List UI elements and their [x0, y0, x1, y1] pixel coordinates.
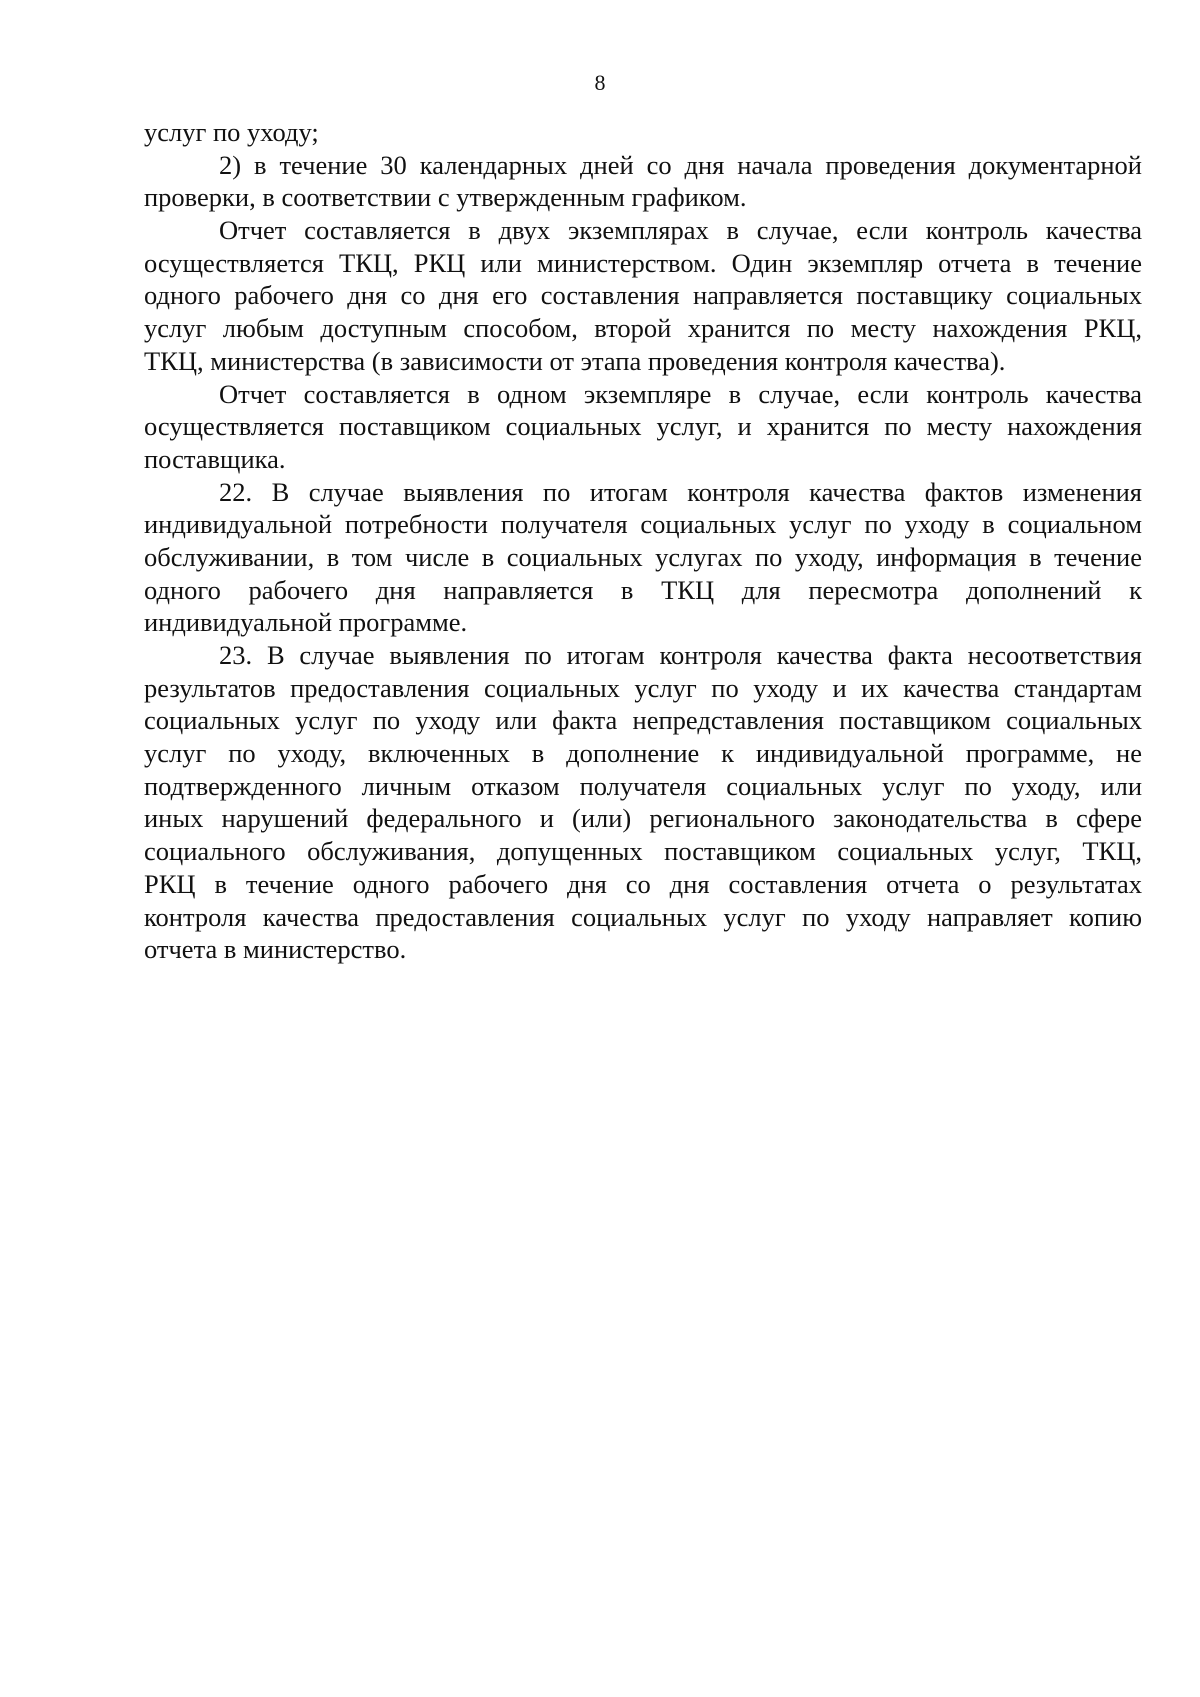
text-line: одного рабочего дня со дня его составления направляется поставщику социальных: [144, 280, 1142, 311]
text-line: социального обслуживания, допущенных поставщиком социальных услуг, ТКЦ,: [144, 836, 1142, 867]
text-line: осуществляется поставщиком социальных услуг, и хранится по месту нахождения: [144, 411, 1142, 442]
text-line: услуг любым доступным способом, второй хранится по месту нахождения РКЦ,: [144, 313, 1142, 344]
text-line: контроля качества предоставления социальных услуг по уходу направляет копию: [144, 901, 1142, 932]
text-line: обслуживании, в том числе в социальных услугах по уходу, информация в течение: [144, 541, 1142, 572]
text-line: подтвержденного личным отказом получателя социальных услуг по уходу, или: [144, 770, 1142, 801]
text-line: поставщика.: [144, 443, 286, 474]
page-number: 8: [594, 70, 606, 95]
text-line: 2) в течение 30 календарных дней со дня начала проведения документарной: [219, 149, 1142, 180]
text-line: иных нарушений федерального и (или) регионального законодательства в сфере: [144, 803, 1142, 834]
text-line: 23. В случае выявления по итогам контроля качества факта несоответствия: [219, 640, 1142, 670]
text-line: результатов предоставления социальных услуг по уходу и их качества стандартам: [144, 672, 1142, 703]
text-line: индивидуальной потребности получателя социальных услуг по уходу в социальном: [144, 509, 1142, 540]
text-line: Отчет составляется в двух экземплярах в случае, если контроль качества: [219, 215, 1142, 246]
text-line: 22. В случае выявления по итогам контроля качества фактов изменения: [219, 476, 1142, 507]
text-line: ТКЦ, министерства (в зависимости от этапа проведения контроля качества).: [144, 345, 1006, 376]
text-line: услуг по уходу, включенных в дополнение к индивидуальной программе, не: [144, 738, 1142, 769]
document-body: [144, 116, 1142, 966]
text-line: проверки, в соответствии с утвержденным графиком.: [144, 182, 747, 213]
text-line: услуг по уходу;: [144, 117, 319, 147]
text-line: Отчет составляется в одном экземпляре в случае, если контроль качества: [219, 378, 1142, 409]
text-line: социальных услуг по уходу или факта непредставления поставщиком социальных: [144, 705, 1142, 736]
text-line: РКЦ в течение одного рабочего дня со дня составления отчета о результатах: [144, 868, 1142, 899]
text-line: осуществляется ТКЦ, РКЦ или министерством. Один экземпляр отчета в течение: [144, 247, 1142, 278]
text-line: индивидуальной программе.: [144, 607, 468, 638]
text-line: отчета в министерство.: [144, 934, 407, 965]
text-line: одного рабочего дня направляется в ТКЦ для пересмотра дополнений к: [144, 574, 1142, 605]
